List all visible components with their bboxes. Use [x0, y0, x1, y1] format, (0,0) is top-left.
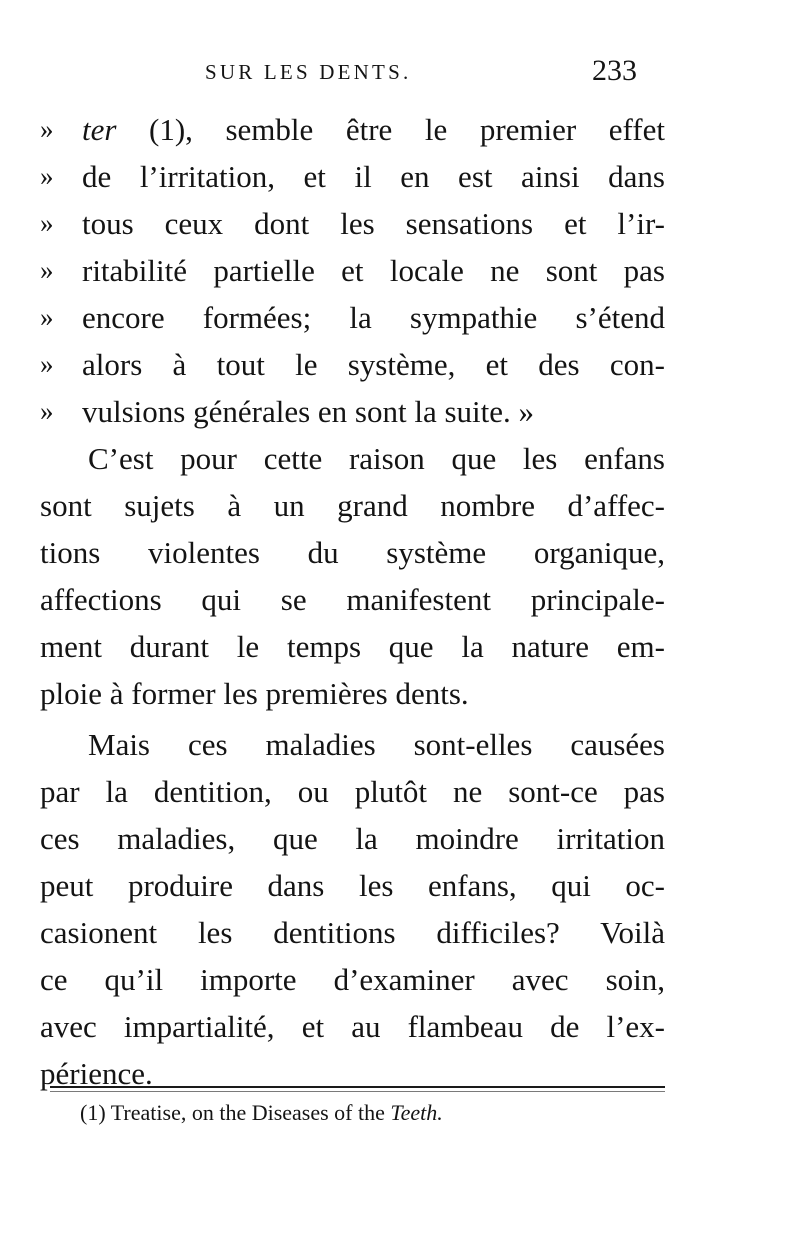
running-head [0, 56, 800, 96]
quote-mark: » [40, 114, 54, 144]
paragraph-line: casionent les dentitions difficiles? Voilà [40, 915, 665, 950]
quoted-line [40, 341, 665, 388]
footnote-rule [50, 1086, 665, 1088]
paragraph-line: Mais ces maladies sont-elles causées [88, 727, 665, 762]
line-text: ritabilité partielle et locale ne sont pas [82, 253, 665, 288]
quoted-line [40, 106, 665, 153]
quote-mark: » [40, 161, 54, 191]
paragraph-line: tions violentes du système organique, [40, 535, 665, 570]
footnote-rule-thin [50, 1091, 665, 1092]
quoted-line [40, 388, 665, 435]
paragraph-line: ce qu’il importe d’examiner avec soin, [40, 962, 665, 997]
paragraph-line: ploie à former les premières dents. [40, 676, 469, 711]
paragraph-line: avec impartialité, et au flambeau de l’ex- [40, 1009, 665, 1044]
paragraph-line: affections qui se manifestent principale- [40, 582, 665, 617]
running-title: SUR LES DENTS. [205, 60, 412, 84]
quote-mark: » [40, 302, 54, 332]
line-text: tous ceux dont les sensations et l’ir- [82, 206, 665, 241]
line-text: alors à tout le système, et des con- [82, 347, 665, 382]
paragraph-line: peut produire dans les enfans, qui oc- [40, 868, 665, 903]
line-text: encore formées; la sympathie s’étend [82, 300, 665, 335]
quoted-line [40, 247, 665, 294]
quoted-line [40, 200, 665, 247]
italic-word: ter [82, 112, 117, 147]
quote-mark: » [40, 349, 54, 379]
quote-mark: » [40, 396, 54, 426]
paragraph-line: ment durant le temps que la nature em- [40, 629, 665, 664]
quote-mark: » [40, 255, 54, 285]
footnote-text: Treatise, on the Diseases of the [105, 1100, 391, 1125]
paragraph-line: ces maladies, que la moindre irritation [40, 821, 665, 856]
footnote [80, 1100, 443, 1126]
footnote-italic: Teeth. [390, 1100, 443, 1125]
page-number: 233 [592, 54, 637, 87]
paragraph-line: sont sujets à un grand nombre d’affec- [40, 488, 665, 523]
line-text: vulsions générales en sont la suite. » [82, 394, 534, 429]
footnote-marker: (1) [80, 1100, 106, 1125]
paragraph-line: C’est pour cette raison que les enfans [88, 441, 665, 476]
quoted-line [40, 153, 665, 200]
paragraph-line: par la dentition, ou plutôt ne sont-ce pas [40, 774, 665, 809]
line-text: de l’irritation, et il en est ainsi dans [82, 159, 665, 194]
quote-mark: » [40, 208, 54, 238]
paragraph-line: périence. [40, 1056, 153, 1091]
line-text: (1), semble être le premier effet [116, 112, 665, 147]
body-text [40, 106, 665, 1097]
quoted-line [40, 294, 665, 341]
